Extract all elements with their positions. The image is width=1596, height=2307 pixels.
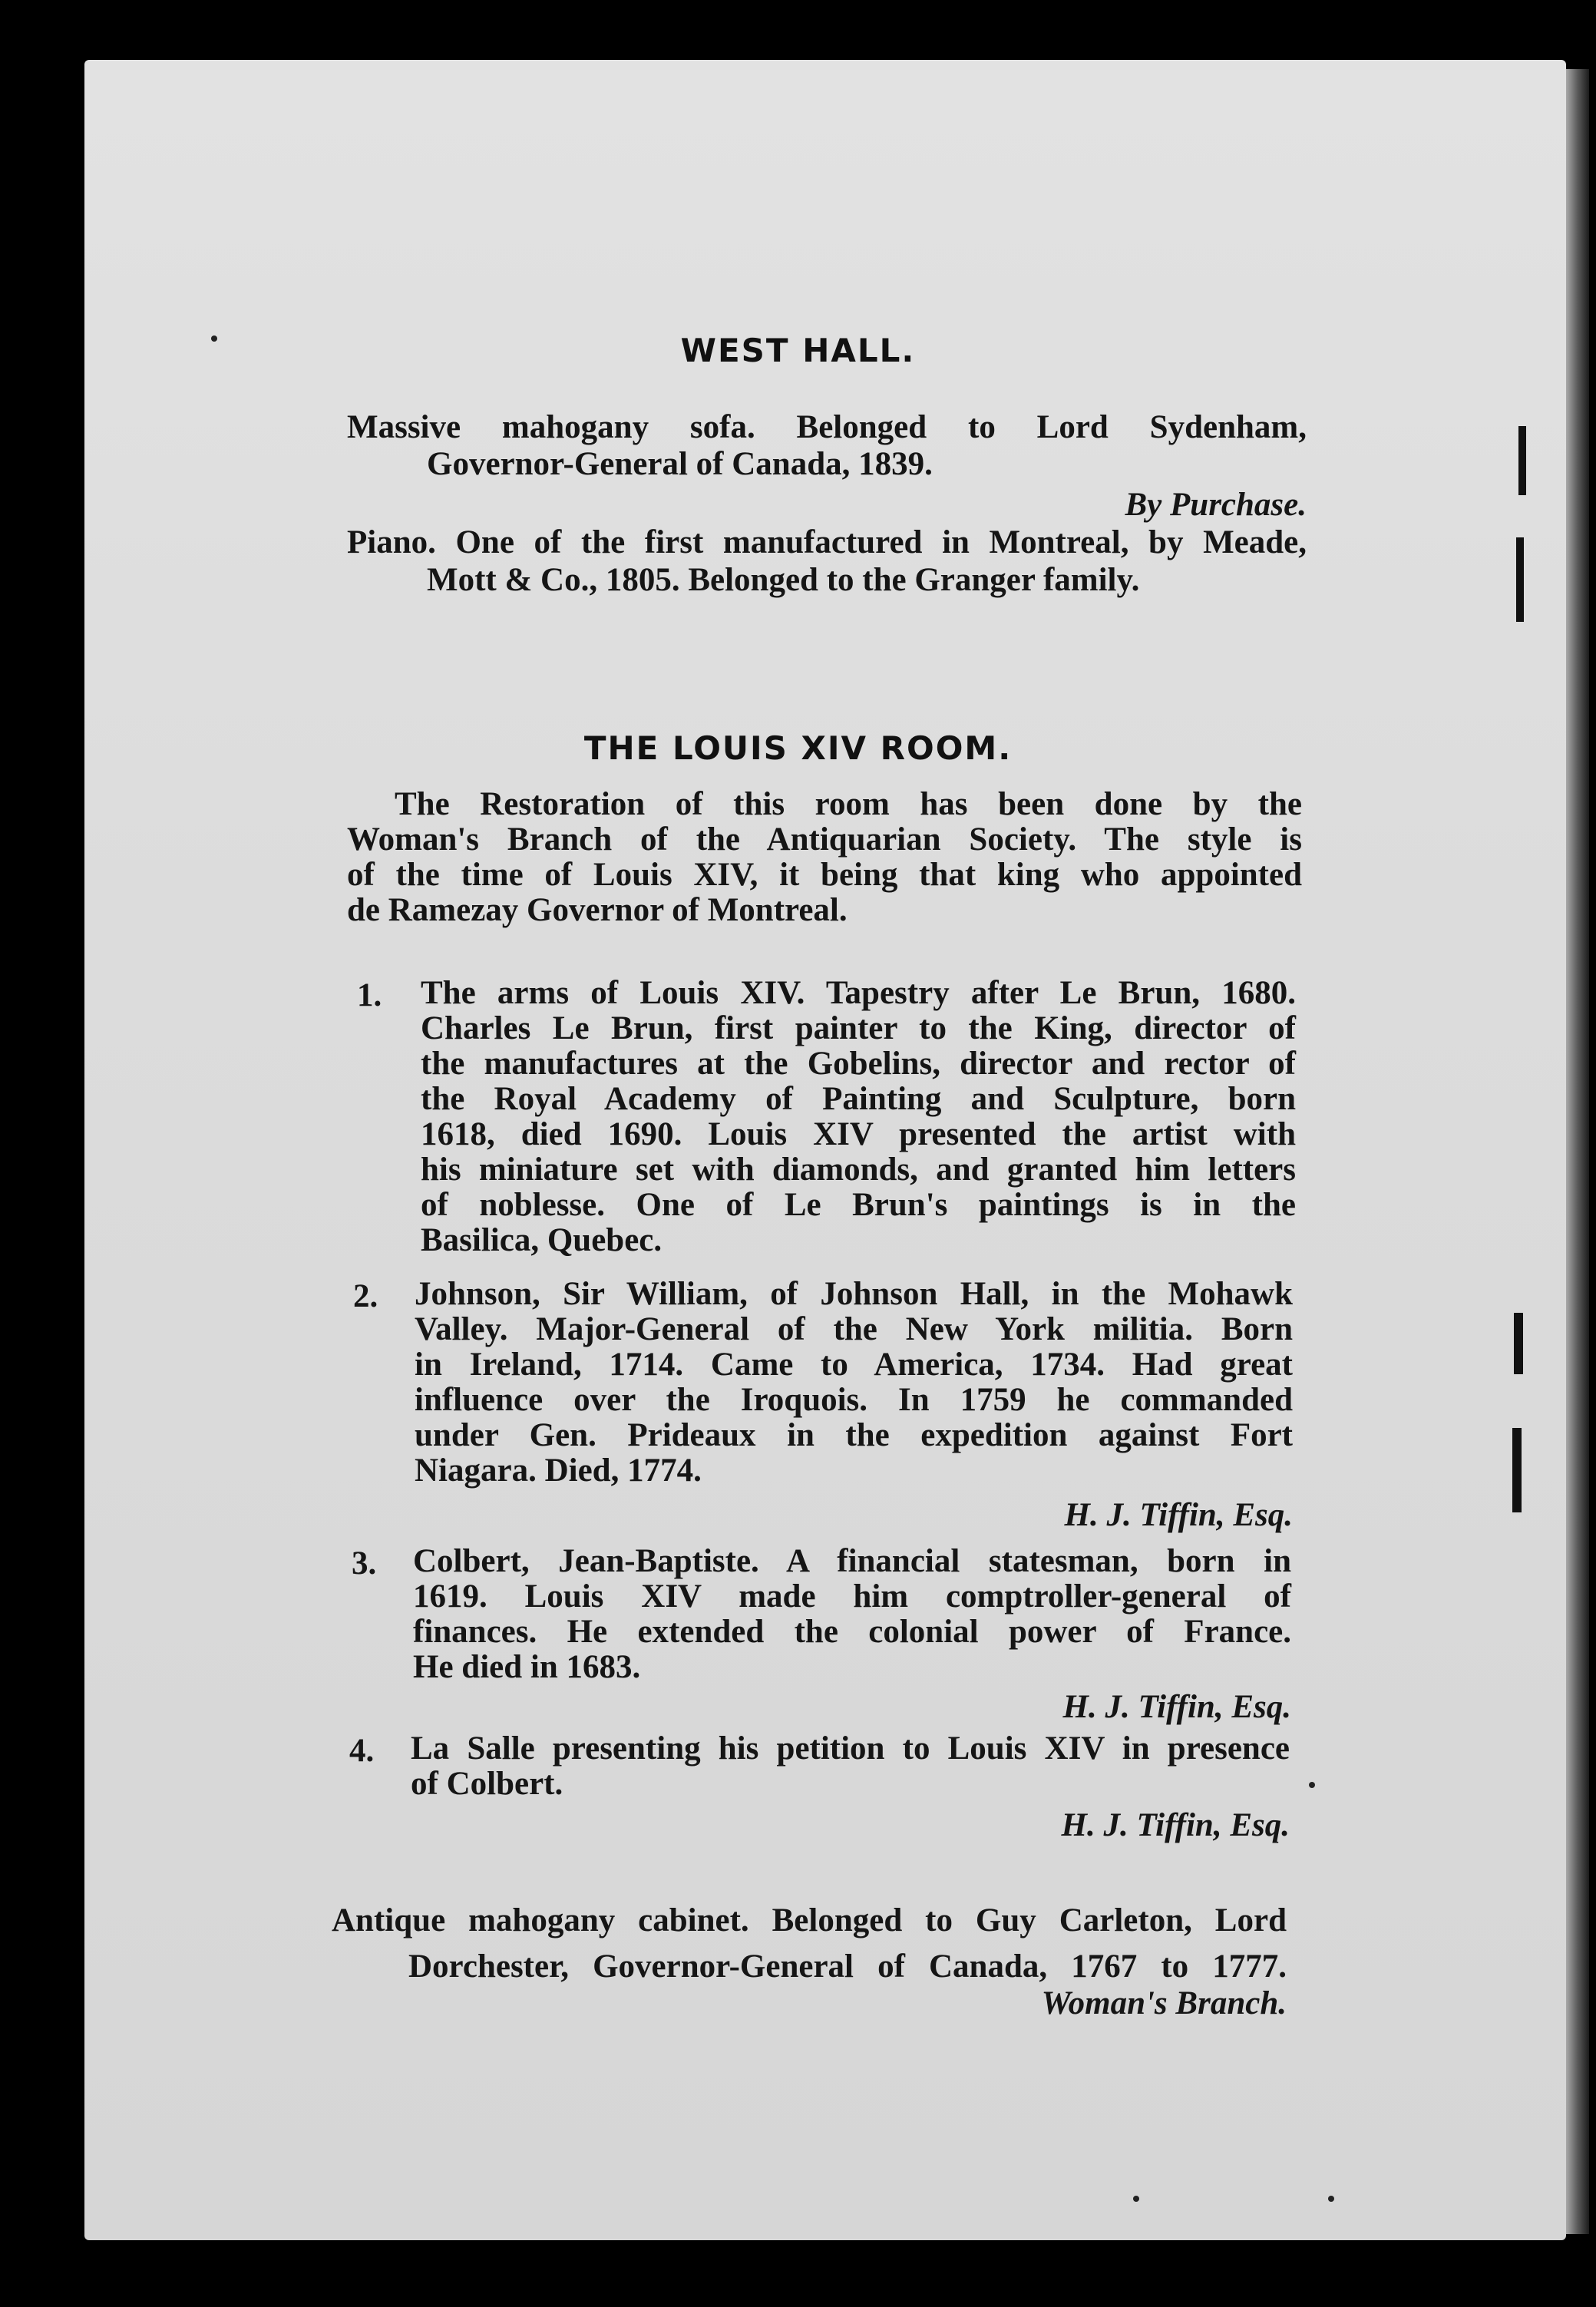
- scan-artifact: [1512, 1428, 1522, 1512]
- item-2-line-1: Johnson, Sir William, of Johnson Hall, in the Mohawk: [415, 1276, 1293, 1312]
- item-2-credit: H. J. Tiffin, Esq.: [1064, 1497, 1293, 1533]
- item-1-line-1: The arms of Louis XIV. Tapestry after Le Brun, 1680.: [421, 975, 1296, 1011]
- item-3-line-2: 1619. Louis XIV made him comptroller-general of: [413, 1578, 1291, 1615]
- item-2-line-4: influence over the Iroquois. In 1759 he commanded: [415, 1382, 1293, 1418]
- sofa-entry-line-1: Massive mahogany sofa. Belonged to Lord Sydenham,: [347, 409, 1307, 445]
- scan-speck: [1328, 2196, 1334, 2202]
- item-4-line-1: La Salle presenting his petition to Louis XIV in presence: [411, 1730, 1290, 1767]
- scan-artifact: [1518, 426, 1526, 495]
- item-3-line-4: He died in 1683.: [413, 1649, 641, 1685]
- cabinet-credit: Woman's Branch.: [1041, 1985, 1287, 2021]
- item-2-line-6: Niagara. Died, 1774.: [415, 1453, 702, 1489]
- item-number: 1.: [357, 977, 382, 1013]
- item-1-line-3: the manufactures at the Gobelins, director and rector of: [421, 1046, 1296, 1082]
- scan-artifact: [1516, 537, 1524, 622]
- item-3-credit: H. J. Tiffin, Esq.: [1062, 1689, 1291, 1725]
- intro-line-4: de Ramezay Governor of Montreal.: [347, 892, 848, 928]
- item-4-credit: H. J. Tiffin, Esq.: [1061, 1807, 1290, 1843]
- section-heading-west-hall: WEST HALL.: [680, 332, 916, 369]
- item-1-line-7: of noblesse. One of Le Brun's paintings is in the: [421, 1187, 1296, 1223]
- intro-line-3: of the time of Louis XIV, it being that king who appointed: [347, 857, 1302, 893]
- item-1-line-4: the Royal Academy of Painting and Sculpture, born: [421, 1081, 1296, 1117]
- item-3-line-1: Colbert, Jean-Baptiste. A financial statesman, born in: [413, 1543, 1291, 1579]
- intro-line-2: Woman's Branch of the Antiquarian Society. The style is: [347, 821, 1302, 858]
- scan-artifact: [1514, 1313, 1523, 1374]
- next-page-edge: [1566, 69, 1589, 2234]
- sofa-credit: By Purchase.: [1125, 487, 1307, 523]
- cabinet-entry-line-1: Antique mahogany cabinet. Belonged to Guy Carleton, Lord: [332, 1902, 1287, 1938]
- item-1-line-8: Basilica, Quebec.: [421, 1222, 663, 1258]
- scan-speck: [1133, 2196, 1139, 2202]
- item-4-line-2: of Colbert.: [411, 1766, 563, 1802]
- item-number: 2.: [353, 1278, 378, 1314]
- piano-entry-line-1: Piano. One of the first manufactured in Montreal, by Meade,: [347, 524, 1307, 560]
- item-2-line-3: in Ireland, 1714. Came to America, 1734. Had great: [415, 1347, 1293, 1383]
- section-heading-louis-xiv-room: THE LOUIS XIV ROOM.: [583, 729, 1013, 767]
- cabinet-entry-line-2: Dorchester, Governor-General of Canada, 1767 to 1777.: [408, 1948, 1287, 1985]
- piano-entry-line-2: Mott & Co., 1805. Belonged to the Granger family.: [427, 562, 1140, 598]
- sofa-entry-line-2: Governor-General of Canada, 1839.: [427, 446, 933, 482]
- item-number: 3.: [352, 1545, 377, 1582]
- item-2-line-5: under Gen. Prideaux in the expedition against Fort: [415, 1417, 1293, 1453]
- item-2-line-2: Valley. Major-General of the New York militia. Born: [415, 1311, 1293, 1347]
- item-number: 4.: [349, 1733, 375, 1769]
- item-1-line-2: Charles Le Brun, first painter to the King, director of: [421, 1010, 1296, 1046]
- scan-speck: [1309, 1782, 1315, 1788]
- item-1-line-5: 1618, died 1690. Louis XIV presented the artist with: [421, 1116, 1296, 1152]
- item-1-line-6: his miniature set with diamonds, and granted him letters: [421, 1152, 1296, 1188]
- intro-line-1: The Restoration of this room has been done by the: [395, 786, 1302, 822]
- item-3-line-3: finances. He extended the colonial power of France.: [413, 1614, 1291, 1650]
